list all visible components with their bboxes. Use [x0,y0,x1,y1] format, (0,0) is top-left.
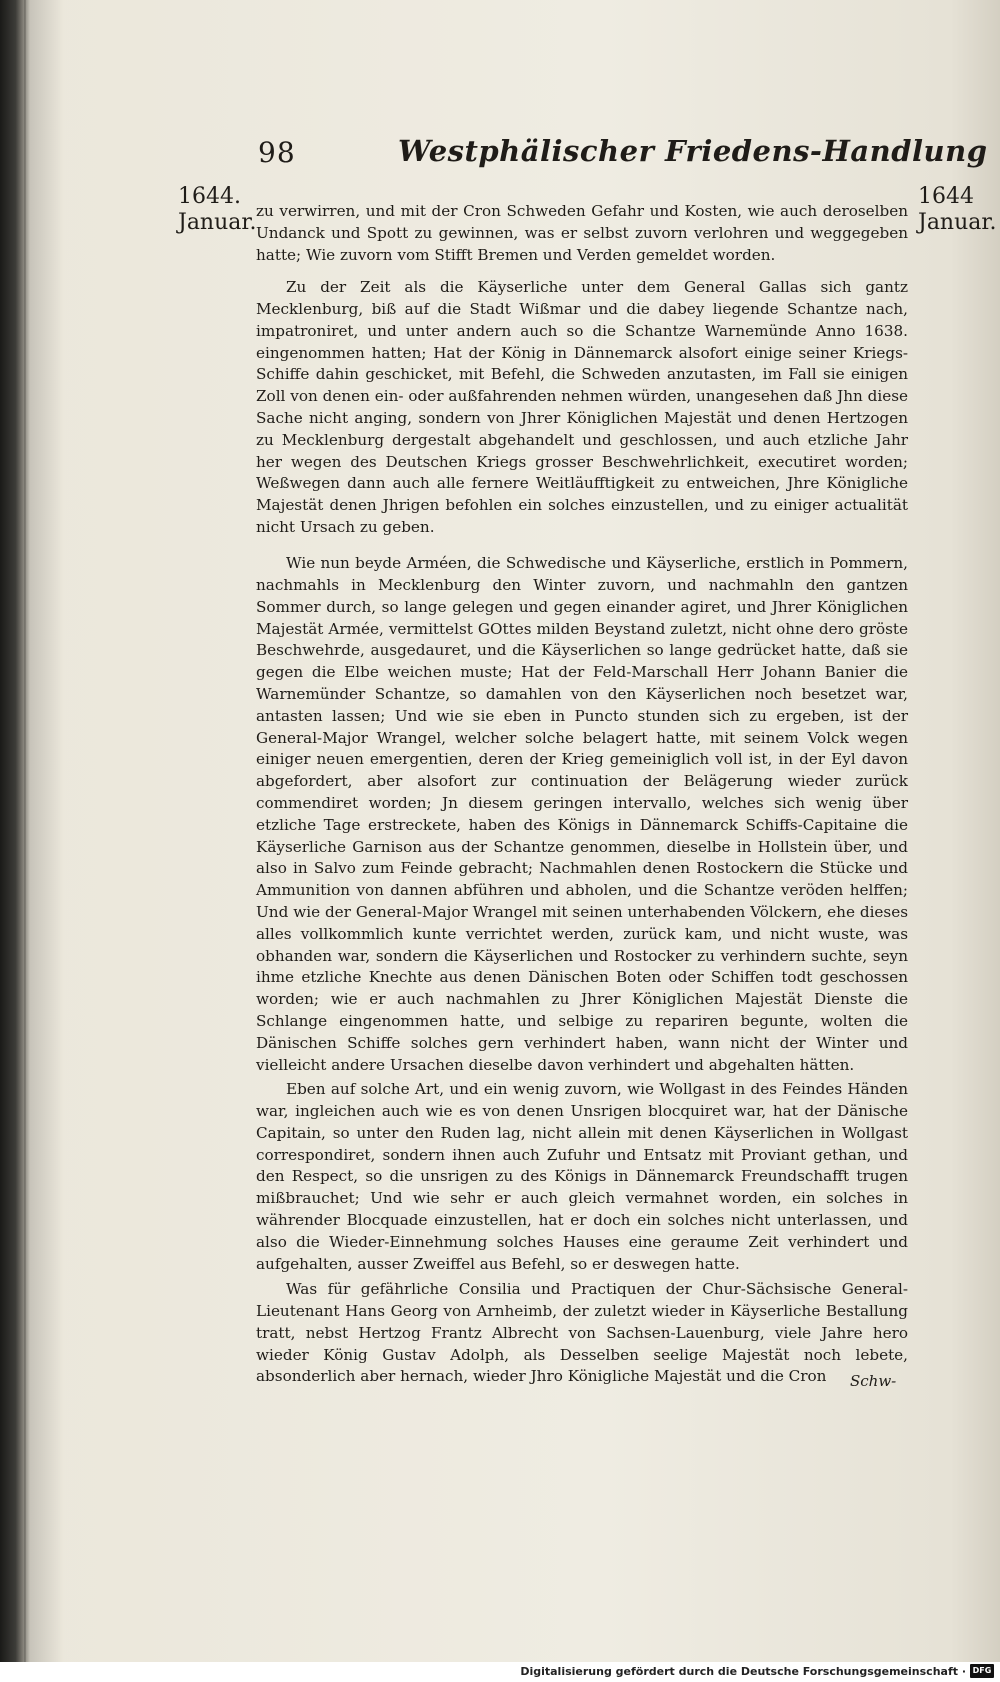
margin-note-left-year: 1644. [178,184,241,209]
margin-note-right-month: Januar. [918,210,997,235]
book-page-edge [0,0,26,1682]
paragraph-arnheimb: Was für gefährliche Consilia und Practiquen der Chur-Sächsische General-Lieutenant Hans Georg von Arnheimb, der zuletzt wieder in Käyserliche Bestallung tratt, nebst Hertzog Frantz Albrecht von Sachsen-Lauenburg, viele Jahre hero wieder König Gustav Adolph, als Desselben seelige Majestät noch lebete, absonderlich aber hernach, wieder Jhro Königliche Majestät und die Cron [256,1280,908,1386]
page-number: 98 [258,136,296,169]
margin-note-left [178,184,257,236]
catchword: Schw- [850,1372,897,1390]
running-head: Westphälischer Friedens-Handlung [398,134,988,168]
funding-credit: Digitalisierung gefördert durch die Deutsche Forschungsgemeinschaft · [520,1665,966,1678]
paragraph-wollgast: Eben auf solche Art, und ein wenig zuvorn, wie Wollgast in des Feindes Händen war, ingleichen auch wie es von denen Unsrigen blocquiret war, hat der Dänische Capitain, so unter den Ruden lag, nicht allein mit denen Käyserlichen in Wollgast correspondiret, sondern ihnen auch Zufuhr und Entsatz mit Proviant gethan, und den Respect, so die unsrigen zu des Königs in Dännemarck Freundschafft trugen mißbrauchet; Und wie sehr er auch gleich vermahnet worden, ein solches in währender Blocquade einzustellen, hat er doch ein solches nicht unterlassen, und also die Wieder-Einnehmung solches Hauses eine geraume Zeit verhindert und aufgehalten, ausser Zweiffel aus Befehl, so er deswegen hatte. [256,1080,908,1273]
paragraph-warnemuende-1638: Zu der Zeit als die Käyserliche unter dem General Gallas sich gantz Mecklenburg, biß auf die Stadt Wißmar und die dabey liegende Schantze nach, impatroniret, und unter andern auch so die Schantze Warnemünde Anno 1638. eingenommen hatten; Hat der König in Dännemarck alsofort einige seiner Kriegs-Schiffe dahin geschicket, mit Befehl, die Schweden anzutasten, im Fall sie einigen Zoll von denen ein- oder außfahrenden nehmen würden, unangesehen daß Jhn diese Sache nicht anging, sondern von Jhrer Königlichen Majestät und denen Hertzogen zu Mecklenburg dergestalt abgehandelt und geschlossen, und auch etzliche Jahr her wegen des Deutschen Kriegs grosser Beschwehrlichkeit, executiret worden; Weßwegen dann auch alle fernere Weitläufftigkeit zu entweichen, Jhre Königliche Majestät denen Jhrigen befohlen ein solches einzustellen, und zu einiger actualität nicht Ursach zu geben. [256,278,908,536]
gutter-shadow [24,0,64,1682]
margin-note-right [918,184,997,236]
margin-note-right-year: 1644 [918,184,974,209]
margin-note-left-month: Januar. [178,210,257,235]
paragraph-banier-wrangel: Wie nun beyde Arméen, die Schwedische und Käyserliche, erstlich in Pommern, nachmahls in Mecklenburg den Winter zuvorn, und nachmahln den gantzen Sommer durch, so lange gelegen und gegen einander agiret, und Jhrer Königlichen Majestät Armée, vermittelst GOttes milden Beystand zuletzt, nicht ohne dero gröste Beschwehrde, ausgedauret, und die Käyserlichen so lange gedrücket hatte, daß sie gegen die Elbe weichen muste; Hat der Feld-Marschall Herr Johann Banier die Warnemünder Schantze, so damahlen von den Käyserlichen noch besetzet war, antasten lassen; Und wie sie eben in Puncto stunden sich zu ergeben, ist der General-Major Wrangel, welcher solche belagert hatte, mit seinem Volck wegen einiger neuen emergentien, deren der Krieg gemeiniglich voll ist, in der Eyl davon abgefordert, aber alsofort zur continuation der Belägerung wieder zurück commendiret worden; Jn diesem geringen intervallo, welches sich wenig über etzliche Tage erstreckete, haben des Königs in Dännemarck Schiffs-Capitaine die Käyserliche Garnison aus der Schantze genommen, dieselbe in Hollstein über, und also in Salvo zum Feinde gebracht; Nachmahlen denen Rostockern die Stücke und Ammunition von dannen abführen und abholen, und die Schantze veröden helffen; Und wie der General-Major Wrangel mit seinen unterhabenden Völckern, ehe dieses alles vollkommlich kunte verrichtet werden, zurück kam, und nicht wuste, was obhanden war, sondern die Käyserlichen und Rostocker zu verhindern suchte, seyn ihme etzliche Knechte aus denen Dänischen Boten oder Schiffen todt geschossen worden; wie er auch nachmahlen zu Jhrer Königlichen Majestät Dienste die Schlange eingenommen hatte, und selbige zu repariren begunte, wolten die Dänischen Schiffe solches gern verhindert haben, wann nicht der Winter und vielleicht andere Ursachen dieselbe davon verhindert und abgehalten hätten. [256,554,908,1074]
paragraph-continued: zu verwirren, und mit der Cron Schweden Gefahr und Kosten, wie auch deroselben Undanck und Spott zu gewinnen, was er selbst zuvorn verlohren und weggegeben hatte; Wie zuvorn vom Stifft Bremen und Verden gemeldet worden. [256,202,908,264]
dfg-logo-icon: DFG [970,1664,994,1678]
